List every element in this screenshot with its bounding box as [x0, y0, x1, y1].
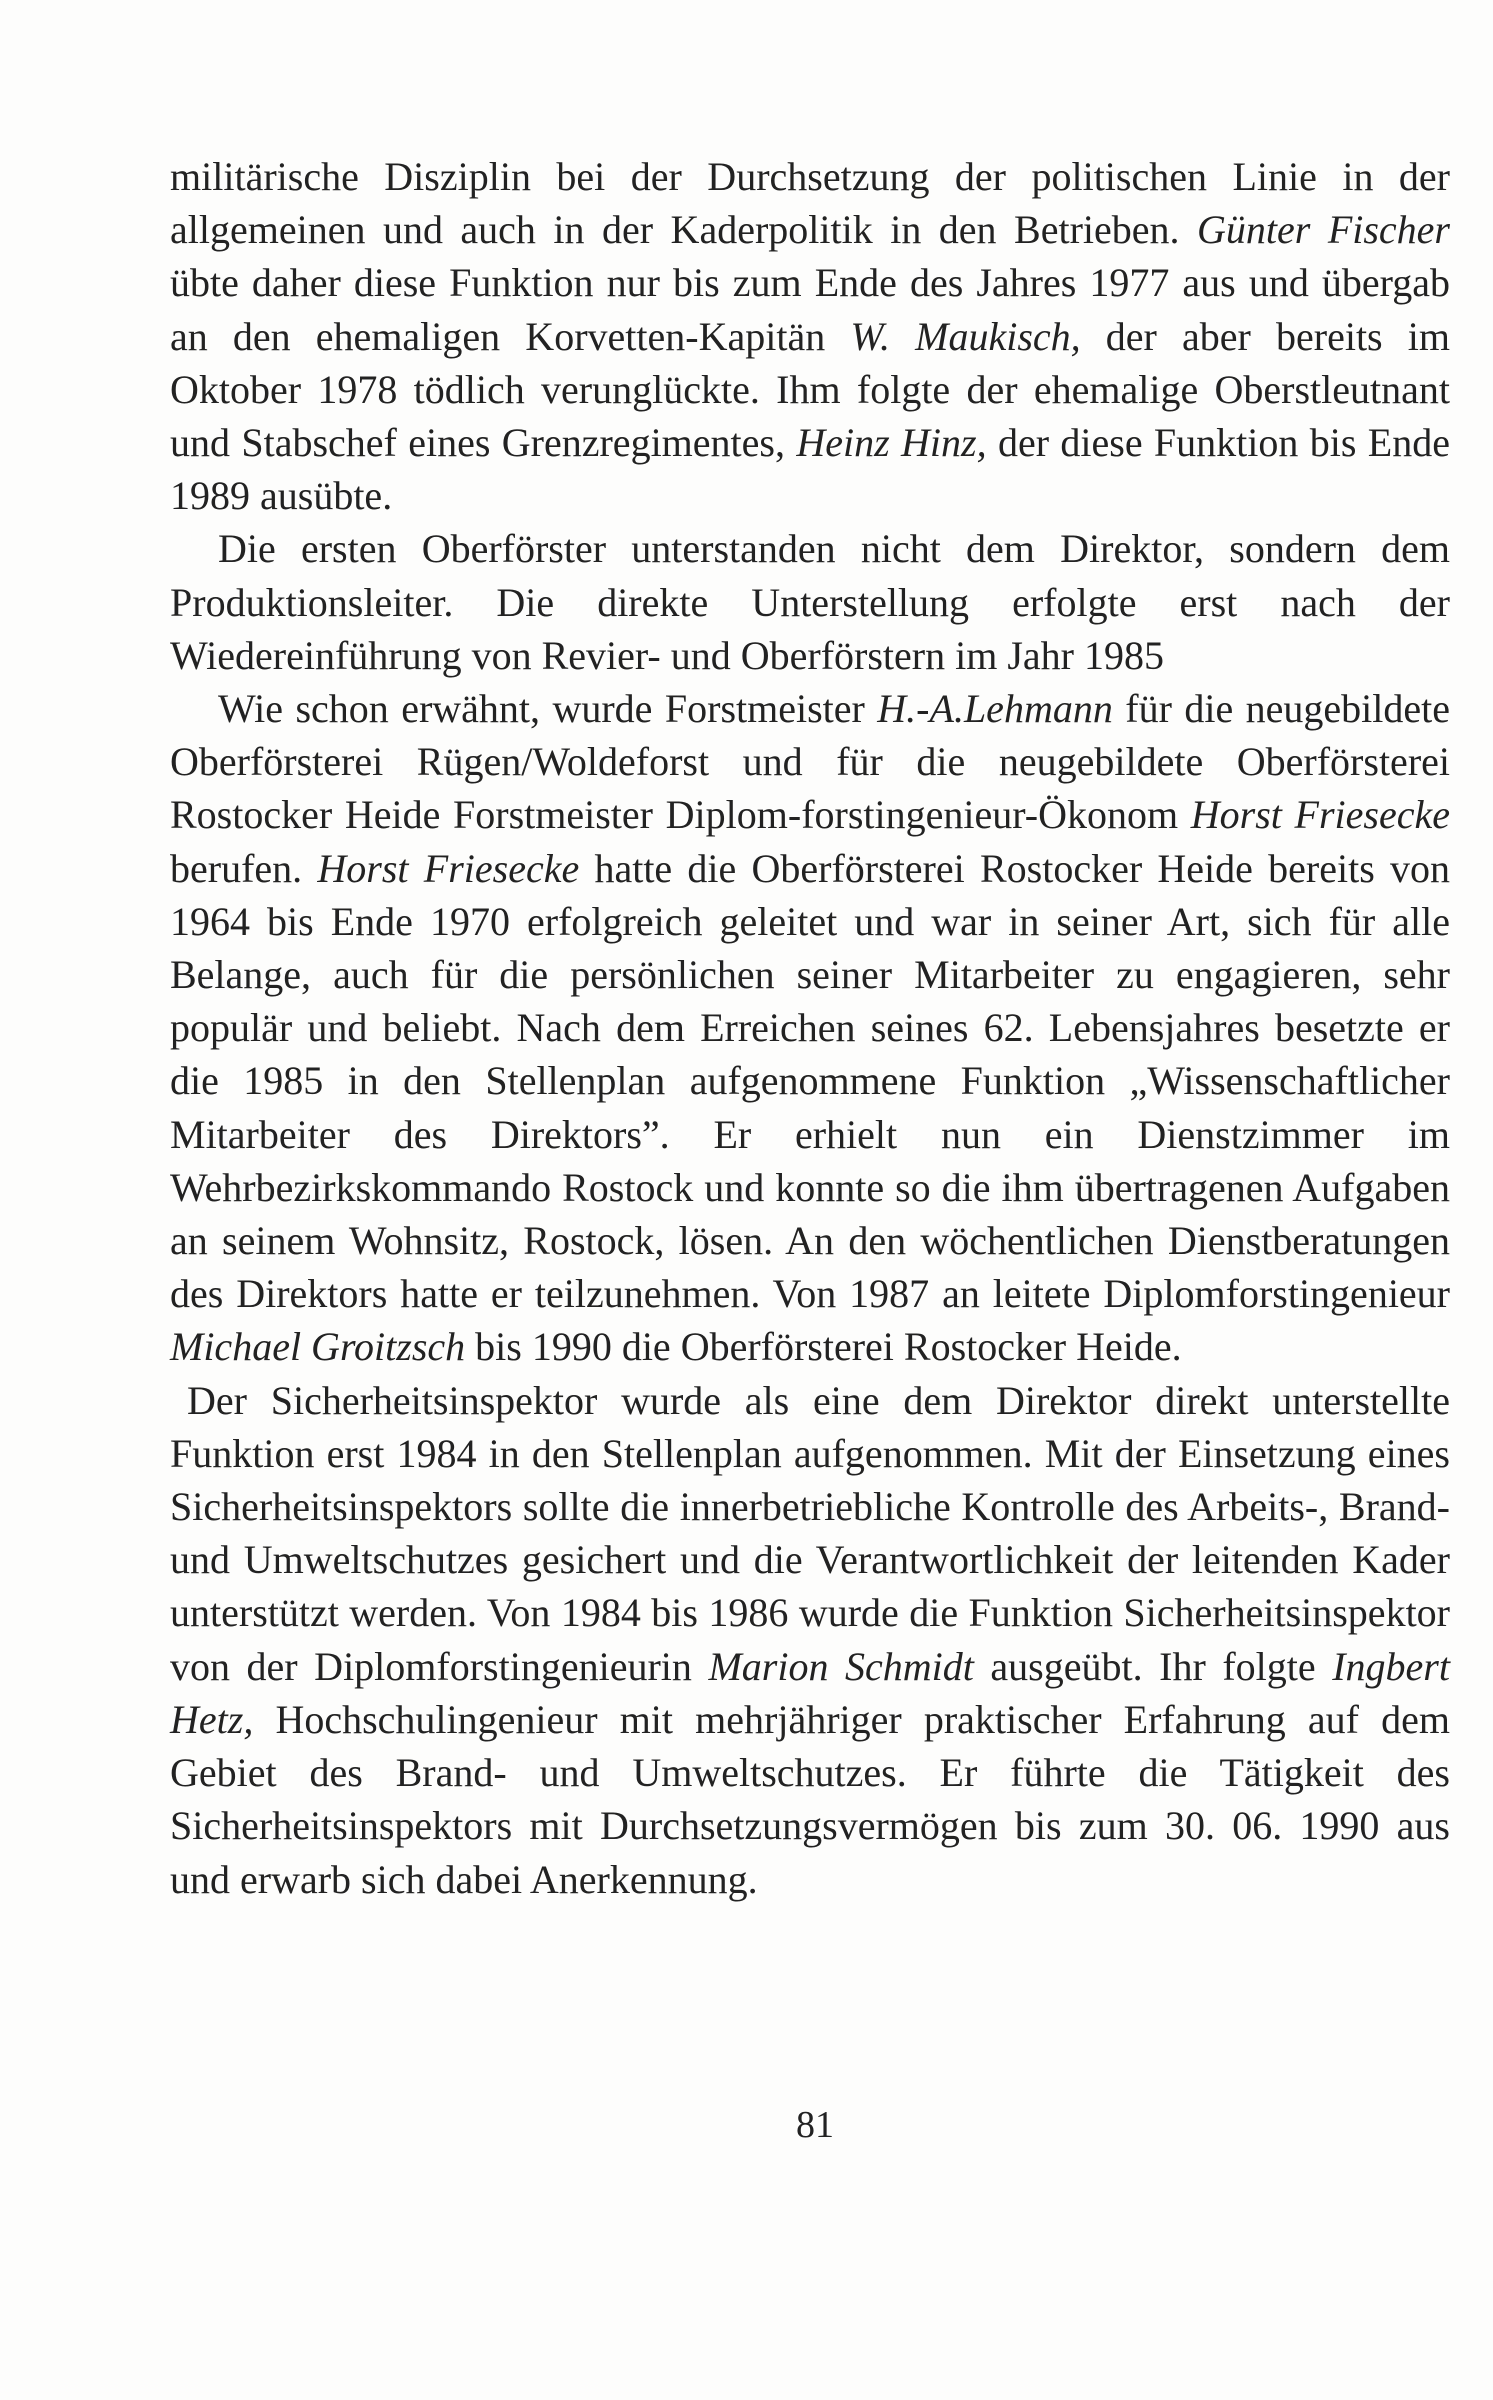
text-segment: übte daher diese Funktion nur bis zum Ende des Jahres 1977 aus und übergab an den ehemaligen Korvetten-Kapitän	[170, 260, 1450, 359]
person-name-italic: Horst Friesecke	[317, 845, 580, 891]
person-name-italic: Marion Schmidt	[708, 1643, 974, 1689]
text-segment: der diese Funktion bis Ende 1989 ausübte.	[170, 420, 1450, 519]
text-segment: hatte die Oberförsterei Rostocker Heide bereits von 1964 bis Ende 1970 erfolgreich geleitet und war in seiner Art, sich für alle Belange, auch für die persönlichen seiner Mitarbeiter zu engagieren, sehr populär und beliebt. Nach dem Erreichen seines 62. Lebensjahres besetzte er die 1985 in den Stellenplan aufgenommene Funktion „Wissenschaftlicher Mitarbeiter des Direktors”. Er erhielt nun ein Dienstzimmer im Wehrbezirkskommando Rostock und konnte so die ihm übertragenen Aufgaben an seinem Wohnsitz, Rostock, lösen. An den wöchentlichen Dienstberatungen des Direktors hatte er teilzunehmen. Von 1987 an leitete Diplomforstingenieur	[170, 845, 1450, 1317]
page-number: 81	[796, 2104, 834, 2146]
paragraph-1	[170, 150, 1450, 522]
person-name-italic: Heinz Hinz,	[796, 420, 987, 466]
person-name-italic: Ingbert Hetz,	[170, 1643, 1450, 1742]
paragraph-3	[170, 682, 1450, 1374]
person-name-italic: W. Maukisch,	[850, 313, 1081, 359]
paragraph-2	[170, 522, 1450, 682]
text-segment: militärische Disziplin bei der Durchsetzung der politischen Linie in der allgemeinen und auch in der Kaderpolitik in den Betrieben.	[170, 154, 1450, 253]
text-segment: Die ersten Oberförster unterstanden nicht dem Direktor, sondern dem Produktionsleiter. Die direkte Unterstellung erfolgte erst nach der Wiedereinführung von Revier- und Oberförstern im Jahr 1985	[170, 526, 1450, 678]
person-name-italic: Michael Groitzsch	[170, 1324, 466, 1370]
person-name-italic: H.-A.Lehmann	[877, 686, 1113, 732]
person-name-italic: Günter Fischer	[1197, 207, 1451, 253]
text-segment: Wie schon erwähnt, wurde Forstmeister	[218, 686, 878, 732]
text-segment: der aber bereits im Oktober 1978 tödlich verunglückte. Ihm folgte der ehemalige Oberstleutnant und Stabschef eines Grenzregimentes,	[170, 313, 1451, 466]
text-segment: bis 1990 die Oberförsterei Rostocker Heide.	[465, 1324, 1182, 1370]
text-segment: Hochschulingenieur mit mehrjähriger praktischer Erfahrung auf dem Gebiet des Brand- und Umweltschutzes. Er führte die Tätigkeit des Sicherheitsinspektors mit Durchsetzungsvermögen bis zum 30. 06. 1990 aus und erwarb sich dabei Anerkennung.	[170, 1696, 1450, 1902]
text-segment: ausgeübt. Ihr folgte	[973, 1643, 1333, 1689]
text-segment: für die neugebildete Oberförsterei Rügen/Woldeforst und für die neugebildete Oberförsterei Rostocker Heide Forstmeister Diplom-forstingenieur-Ökonom	[170, 686, 1450, 838]
paragraph-4	[170, 1374, 1450, 1906]
text-segment: Der Sicherheitsinspektor wurde als eine dem Direktor direkt unterstellte Funktion erst 1984 in den Stellenplan aufgenommen. Mit der Einsetzung eines Sicherheitsinspektors sollte die innerbetriebliche Kontrolle des Arbeits-, Brand- und Umweltschutzes gesichert und die Verantwortlichkeit der leitenden Kader unterstützt werden. Von 1984 bis 1986 wurde die Funktion Sicherheitsinspektor von der Diplomforstingenieurin	[170, 1377, 1450, 1689]
text-segment: berufen.	[170, 845, 318, 891]
person-name-italic: Horst Friesecke	[1190, 792, 1450, 838]
body-text	[170, 150, 1450, 1906]
